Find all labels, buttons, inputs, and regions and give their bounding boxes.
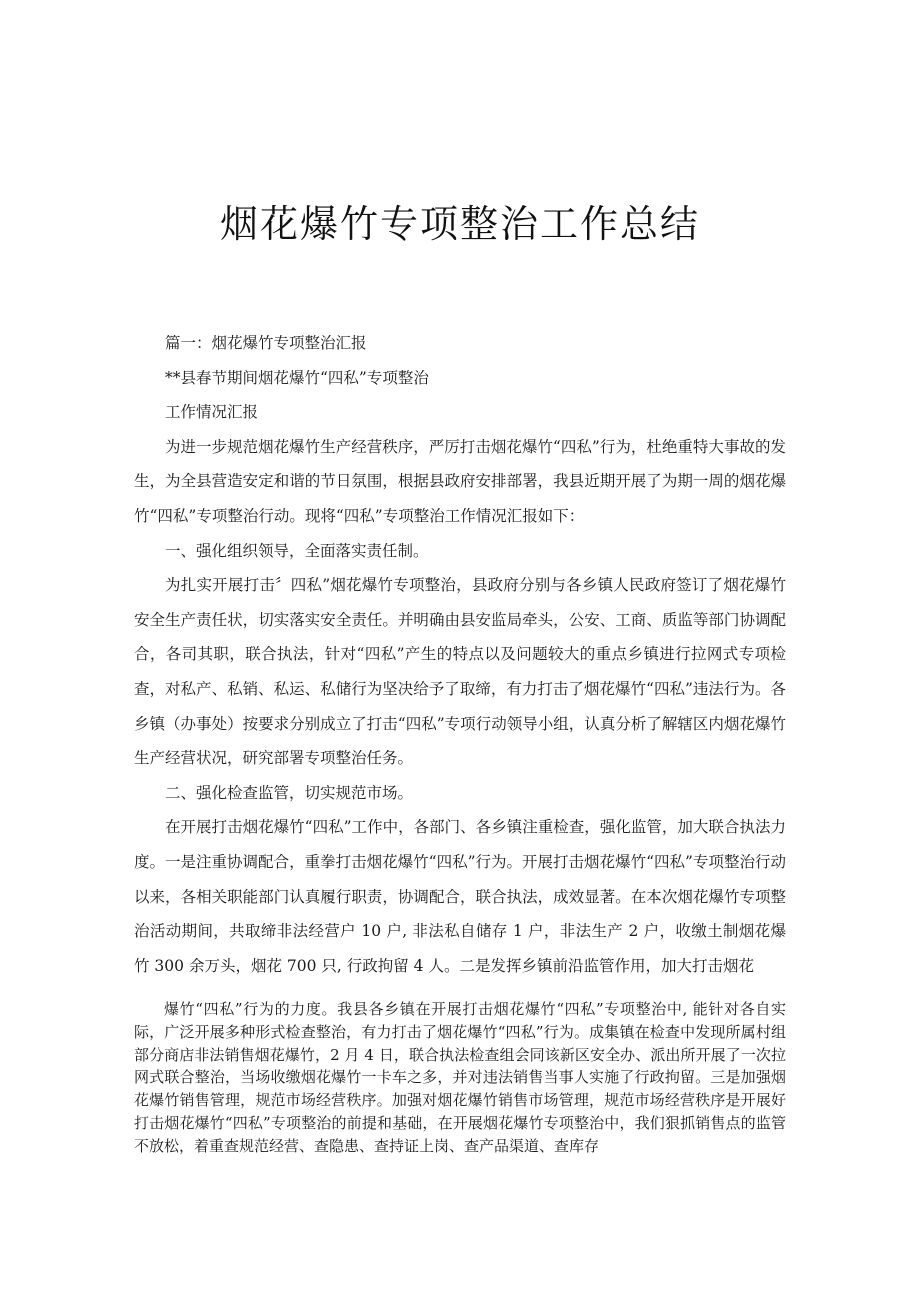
section-heading-1: 一、强化组织领导，全面落实责任制。 [165, 541, 429, 560]
section-paragraph-2: 在开展打击烟花爆竹“四私”工作中，各部门、各乡镇注重检查，强化监管，加大联合执法力度。一是注重协调配合，重拳打击烟花爆竹“四私”行为。开展打击烟花爆竹“四私”专项整治行动以来，各相关职能部门认真履行职责，协调配合，联合执法，成效显著。在本次烟花爆竹专项整治活动期间，共取缔非法经营户 10 户, 非法私自储存 1 户，非法生产 2 户，收缴土制烟花爆竹 300 余万头，烟花 700 只, 行政拘留 4 人。二是发挥乡镇前沿监管作用，加大打击烟花 [134, 818, 786, 975]
continuation-paragraph: 爆竹“四私”行为的力度。我县各乡镇在开展打击烟花爆竹“四私”专项整治中, 能针对各自实际，广泛开展多种形式检查整治，有力打击了烟花爆竹“四私”行为。成集镇在检查中发现所属村组部分商店非法销售烟花爆竹，2 月 4 日，联合执法检查组会同该新区安全办、派出所开展了一次拉网式联合整治，当场收缴烟花爆竹一卡车之多，并对违法销售当事人实施了行政拘留。三是加强烟花爆竹销售管理，规范市场经营秩序。加强对烟花爆竹销售市场管理，规范市场经营秩序是开展好打击烟花爆竹“四私”专项整治的前提和基础，在开展烟花爆竹专项整治中，我们狠抓销售点的监管不放松，着重查规范经营、查隐患、查持证上岗、查产品渠道、查库存 [134, 1000, 786, 1155]
section-heading-2: 二、强化检查监管，切实规范市场。 [165, 783, 414, 802]
report-subheading-line1: **县春节期间烟花爆竹“四私”专项整治 [165, 368, 429, 387]
document-body-upper [134, 326, 786, 983]
document-title: 烟花爆竹专项整治工作总结 [219, 202, 700, 246]
intro-paragraph: 为进一步规范烟花爆竹生产经营秩序，严厉打击烟花爆竹“四私”行为，杜绝重特大事故的发生，为全县营造安定和谐的节日氛围，根据县政府安排部署，我县近期开展了为期一周的烟花爆竹“四私”专项整治行动。现将“四私”专项整治工作情况汇报如下： [134, 437, 786, 525]
report-subheading-line2: 工作情况汇报 [165, 403, 259, 422]
part-heading: 篇一：烟花爆竹专项整治汇报 [165, 334, 367, 352]
section-paragraph-1: 为扎实开展打击〞四私”烟花爆竹专项整治，县政府分别与各乡镇人民政府签订了烟花爆竹安全生产责任状，切实落实安全责任。并明确由县安监局牵头，公安、工商、质监等部门协调配合，各司其职，联合执法，针对“四私”产生的特点以及问题较大的重点乡镇进行拉网式专项检查，对私产、私销、私运、私储行为坚决给予了取缔，有力打击了烟花爆竹“四私”违法行为。各乡镇（办事处）按要求分别成立了打击“四私”专项行动领导小组，认真分析了解辖区内烟花爆竹生产经营状况，研究部署专项整治任务。 [134, 576, 786, 768]
document-body-lower [134, 998, 786, 1158]
